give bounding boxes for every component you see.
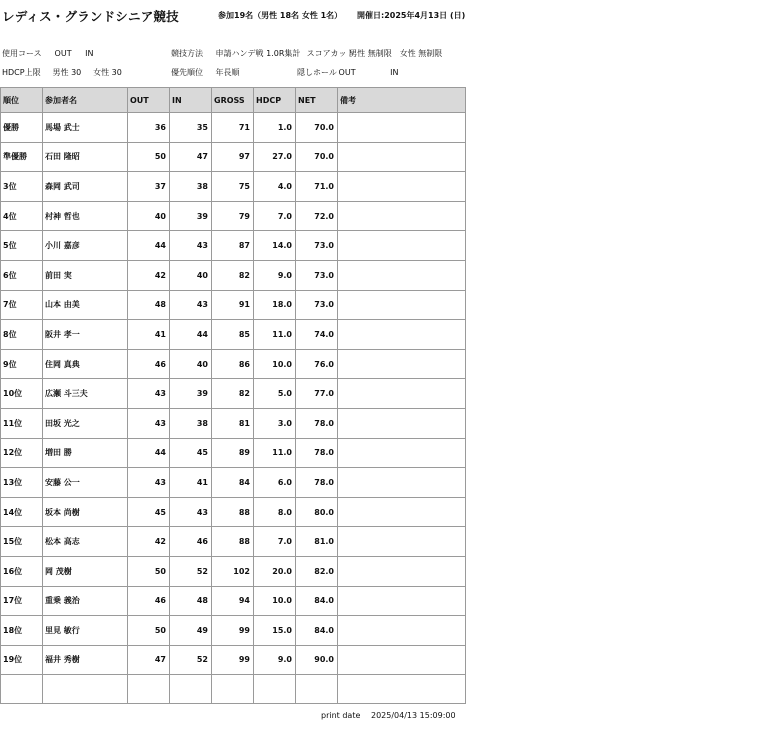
net-score-cell: 73.0 [296, 231, 338, 261]
empty-cell [43, 675, 128, 704]
note-cell [338, 408, 466, 438]
note-cell [338, 231, 466, 261]
header-net: NET [296, 88, 338, 113]
note-cell [338, 645, 466, 675]
player-name-cell: 里見 敏行 [43, 616, 128, 646]
rank-cell: 4位 [1, 201, 43, 231]
gross-score-cell: 99 [212, 616, 254, 646]
gross-score-cell: 91 [212, 290, 254, 320]
table-row [1, 201, 466, 231]
rank-cell: 優勝 [1, 113, 43, 143]
hdcp-cell: 11.0 [254, 438, 296, 468]
results-table [0, 87, 466, 704]
net-score-cell: 71.0 [296, 172, 338, 202]
hdcp-cell: 15.0 [254, 616, 296, 646]
table-row [1, 231, 466, 261]
rank-cell: 6位 [1, 260, 43, 290]
rank-cell: 3位 [1, 172, 43, 202]
page-title: レディス・グランドシニア競技 [2, 9, 179, 24]
in-score-cell: 40 [170, 260, 212, 290]
player-name-cell: 松本 高志 [43, 527, 128, 557]
header-hdcp: HDCP [254, 88, 296, 113]
rank-cell: 8位 [1, 320, 43, 350]
priority-value: 年長順 [215, 68, 240, 77]
empty-cell [212, 675, 254, 704]
note-cell [338, 290, 466, 320]
table-row [1, 113, 466, 143]
in-score-cell: 52 [170, 556, 212, 586]
table-row [1, 556, 466, 586]
note-cell [338, 201, 466, 231]
table-row [1, 527, 466, 557]
note-cell [338, 438, 466, 468]
table-row [1, 142, 466, 172]
in-score-cell: 39 [170, 379, 212, 409]
net-score-cell: 76.0 [296, 349, 338, 379]
net-score-cell: 70.0 [296, 142, 338, 172]
out-score-cell: 46 [128, 349, 170, 379]
note-cell [338, 172, 466, 202]
table-row [1, 497, 466, 527]
out-score-cell: 44 [128, 438, 170, 468]
method-info [171, 48, 442, 59]
gross-score-cell: 88 [212, 497, 254, 527]
score-cut-male: 男性 無制限 [349, 49, 392, 58]
hdcp-cell: 9.0 [254, 260, 296, 290]
gross-score-cell: 88 [212, 527, 254, 557]
empty-cell [338, 675, 466, 704]
net-score-cell: 80.0 [296, 497, 338, 527]
in-score-cell: 43 [170, 497, 212, 527]
hdcp-cell: 18.0 [254, 290, 296, 320]
net-score-cell: 84.0 [296, 616, 338, 646]
hdcp-cell: 7.0 [254, 201, 296, 231]
table-row [1, 438, 466, 468]
player-name-cell: 前田 実 [43, 260, 128, 290]
out-score-cell: 47 [128, 645, 170, 675]
out-score-cell: 45 [128, 497, 170, 527]
empty-cell [1, 675, 43, 704]
out-score-cell: 48 [128, 290, 170, 320]
net-score-cell: 77.0 [296, 379, 338, 409]
player-name-cell: 安藤 公一 [43, 468, 128, 498]
gross-score-cell: 86 [212, 349, 254, 379]
rank-cell: 11位 [1, 408, 43, 438]
hdcp-cell: 11.0 [254, 320, 296, 350]
course-label: 使用コース [2, 49, 42, 58]
net-score-cell: 78.0 [296, 438, 338, 468]
out-score-cell: 42 [128, 260, 170, 290]
rank-cell: 18位 [1, 616, 43, 646]
note-cell [338, 260, 466, 290]
note-cell [338, 616, 466, 646]
in-score-cell: 44 [170, 320, 212, 350]
player-name-cell: 馬場 武士 [43, 113, 128, 143]
gross-score-cell: 71 [212, 113, 254, 143]
hdcp-cell: 3.0 [254, 408, 296, 438]
empty-row [1, 675, 466, 704]
gross-score-cell: 84 [212, 468, 254, 498]
table-row [1, 408, 466, 438]
in-score-cell: 43 [170, 290, 212, 320]
method-value: 申請ハンデ戦 [215, 49, 264, 58]
in-score-cell: 52 [170, 645, 212, 675]
player-name-cell: 広瀬 斗三夫 [43, 379, 128, 409]
in-score-cell: 47 [170, 142, 212, 172]
rank-cell: 16位 [1, 556, 43, 586]
header-out: OUT [128, 88, 170, 113]
player-name-cell: 田坂 光之 [43, 408, 128, 438]
rank-cell: 19位 [1, 645, 43, 675]
table-row [1, 172, 466, 202]
net-score-cell: 78.0 [296, 468, 338, 498]
rank-cell: 5位 [1, 231, 43, 261]
note-cell [338, 556, 466, 586]
in-score-cell: 40 [170, 349, 212, 379]
net-score-cell: 82.0 [296, 556, 338, 586]
results-body [1, 113, 466, 704]
player-name-cell: 村神 哲也 [43, 201, 128, 231]
hidden-hole-label: 隠しホール [297, 68, 337, 77]
rank-cell: 12位 [1, 438, 43, 468]
out-score-cell: 41 [128, 320, 170, 350]
table-row [1, 260, 466, 290]
score-cut-female: 女性 無制限 [399, 49, 443, 58]
hdcp-label: HDCP上限 [2, 68, 41, 77]
net-score-cell: 78.0 [296, 408, 338, 438]
in-score-cell: 35 [170, 113, 212, 143]
in-score-cell: 48 [170, 586, 212, 616]
net-score-cell: 84.0 [296, 586, 338, 616]
in-score-cell: 45 [170, 438, 212, 468]
priority-label: 優先順位 [171, 68, 203, 77]
hdcp-cell: 14.0 [254, 231, 296, 261]
gross-score-cell: 89 [212, 438, 254, 468]
hdcp-cell: 4.0 [254, 172, 296, 202]
rank-cell: 10位 [1, 379, 43, 409]
header-in: IN [170, 88, 212, 113]
rank-cell: 14位 [1, 497, 43, 527]
table-row [1, 645, 466, 675]
gross-score-cell: 85 [212, 320, 254, 350]
gross-score-cell: 79 [212, 201, 254, 231]
print-date-value: 2025/04/13 15:09:00 [371, 711, 456, 720]
hidden-hole-info [297, 67, 398, 78]
hdcp-cell: 27.0 [254, 142, 296, 172]
table-row [1, 586, 466, 616]
hdcp-cell: 6.0 [254, 468, 296, 498]
out-score-cell: 46 [128, 586, 170, 616]
header-name: 参加者名 [43, 88, 128, 113]
rank-cell: 15位 [1, 527, 43, 557]
table-row [1, 349, 466, 379]
note-cell [338, 142, 466, 172]
out-score-cell: 50 [128, 616, 170, 646]
course-out: OUT [54, 49, 72, 58]
gross-score-cell: 82 [212, 379, 254, 409]
note-cell [338, 113, 466, 143]
hdcp-female: 女性 30 [93, 68, 122, 77]
out-score-cell: 50 [128, 556, 170, 586]
gross-score-cell: 94 [212, 586, 254, 616]
rank-cell: 9位 [1, 349, 43, 379]
out-score-cell: 37 [128, 172, 170, 202]
rank-cell: 準優勝 [1, 142, 43, 172]
method-round: 1.0R集計 [266, 49, 301, 58]
in-score-cell: 39 [170, 201, 212, 231]
out-score-cell: 43 [128, 379, 170, 409]
net-score-cell: 73.0 [296, 260, 338, 290]
player-name-cell: 阪井 孝一 [43, 320, 128, 350]
in-score-cell: 46 [170, 527, 212, 557]
in-score-cell: 38 [170, 408, 212, 438]
empty-cell [296, 675, 338, 704]
net-score-cell: 72.0 [296, 201, 338, 231]
hdcp-cell: 5.0 [254, 379, 296, 409]
net-score-cell: 73.0 [296, 290, 338, 320]
hdcp-cell: 10.0 [254, 349, 296, 379]
gross-score-cell: 102 [212, 556, 254, 586]
participant-count: 参加19名（男性 18名 女性 1名） [218, 11, 343, 20]
in-score-cell: 49 [170, 616, 212, 646]
player-name-cell: 小川 嘉彦 [43, 231, 128, 261]
course-info [2, 48, 93, 59]
hdcp-info [2, 67, 122, 78]
hidden-hole-out: OUT [338, 68, 356, 77]
note-cell [338, 586, 466, 616]
table-row [1, 616, 466, 646]
course-in: IN [85, 49, 94, 58]
hidden-hole-in: IN [390, 68, 399, 77]
event-date: 開催日:2025年4月13日 (日) [357, 11, 466, 20]
out-score-cell: 44 [128, 231, 170, 261]
net-score-cell: 70.0 [296, 113, 338, 143]
gross-score-cell: 81 [212, 408, 254, 438]
table-row [1, 290, 466, 320]
note-cell [338, 527, 466, 557]
hdcp-cell: 8.0 [254, 497, 296, 527]
header-rank: 順位 [1, 88, 43, 113]
net-score-cell: 81.0 [296, 527, 338, 557]
print-date-label: print date [321, 711, 361, 720]
in-score-cell: 41 [170, 468, 212, 498]
hdcp-cell: 7.0 [254, 527, 296, 557]
table-header-row [1, 88, 466, 113]
player-name-cell: 山本 由美 [43, 290, 128, 320]
rank-cell: 7位 [1, 290, 43, 320]
hdcp-cell: 20.0 [254, 556, 296, 586]
gross-score-cell: 87 [212, 231, 254, 261]
out-score-cell: 40 [128, 201, 170, 231]
out-score-cell: 36 [128, 113, 170, 143]
hdcp-cell: 1.0 [254, 113, 296, 143]
player-name-cell: 住岡 真典 [43, 349, 128, 379]
player-name-cell: 石田 隆昭 [43, 142, 128, 172]
net-score-cell: 90.0 [296, 645, 338, 675]
method-label: 競技方法 [171, 49, 203, 58]
empty-cell [170, 675, 212, 704]
gross-score-cell: 99 [212, 645, 254, 675]
note-cell [338, 349, 466, 379]
out-score-cell: 50 [128, 142, 170, 172]
empty-cell [254, 675, 296, 704]
table-row [1, 379, 466, 409]
hdcp-male: 男性 30 [52, 68, 82, 77]
rank-cell: 17位 [1, 586, 43, 616]
hdcp-cell: 9.0 [254, 645, 296, 675]
gross-score-cell: 82 [212, 260, 254, 290]
score-cut-label: スコアカット [306, 49, 355, 58]
table-row [1, 468, 466, 498]
in-score-cell: 38 [170, 172, 212, 202]
out-score-cell: 43 [128, 408, 170, 438]
out-score-cell: 42 [128, 527, 170, 557]
note-cell [338, 320, 466, 350]
net-score-cell: 74.0 [296, 320, 338, 350]
in-score-cell: 43 [170, 231, 212, 261]
hdcp-cell: 10.0 [254, 586, 296, 616]
note-cell [338, 468, 466, 498]
gross-score-cell: 75 [212, 172, 254, 202]
player-name-cell: 森岡 武司 [43, 172, 128, 202]
gross-score-cell: 97 [212, 142, 254, 172]
priority-info [171, 67, 240, 78]
header-note: 備考 [338, 88, 466, 113]
note-cell [338, 497, 466, 527]
empty-cell [128, 675, 170, 704]
header-gross: GROSS [212, 88, 254, 113]
out-score-cell: 43 [128, 468, 170, 498]
table-row [1, 320, 466, 350]
player-name-cell: 岡 茂樹 [43, 556, 128, 586]
player-name-cell: 坂本 尚樹 [43, 497, 128, 527]
note-cell [338, 379, 466, 409]
rank-cell: 13位 [1, 468, 43, 498]
player-name-cell: 福井 秀樹 [43, 645, 128, 675]
player-name-cell: 増田 勝 [43, 438, 128, 468]
player-name-cell: 重乗 義治 [43, 586, 128, 616]
